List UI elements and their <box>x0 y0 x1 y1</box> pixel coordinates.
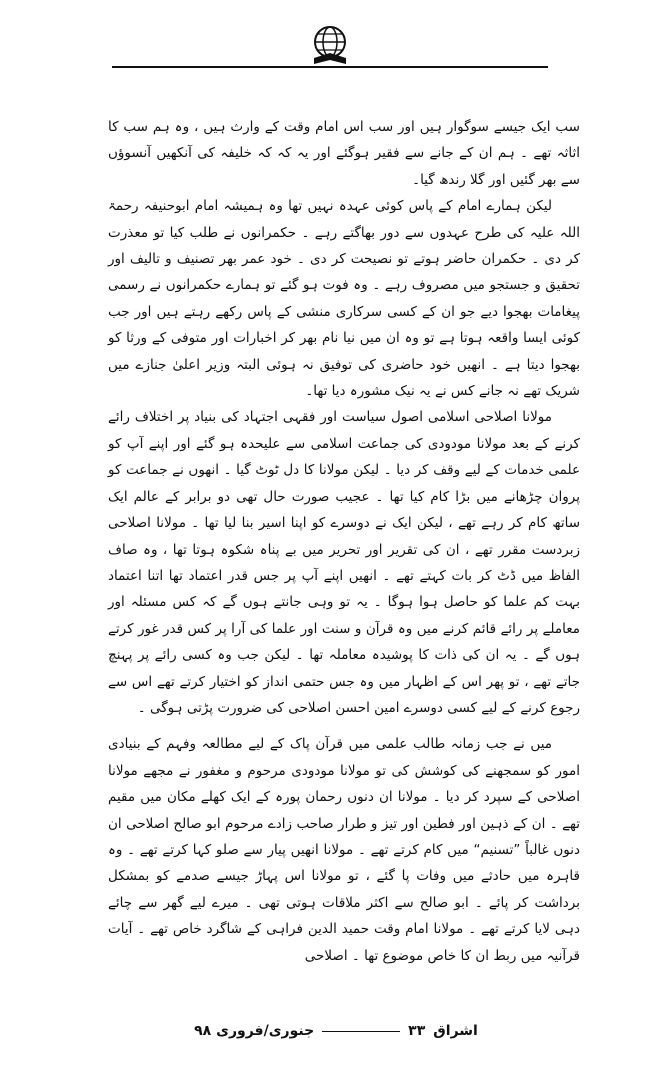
paragraph-4: میں نے جب زمانہ طالب علمی میں قرآن پاک کے لیے مطالعہ وفہم کے بنیادی امور کو سمجھنے کی کوشش کی تو مولانا مودودی مرحوم و مغفور نے مجھے مولانا اصلاحی کے سپرد کر دیا ۔ مولانا ان دنوں رحمان پورہ کے ایک کھلے مکان میں مقیم تھے ۔ ان کے ذہین اور فطین اور تیز و طرار صاحب زادے مرحوم ابو صالح اصلاحی ان دنوں غالباً ”تسنیم“ میں کام کرتے تھے ۔ مولانا انھیں پیار سے صلو کہا کرتے تھے ۔ وہ قاہرہ میں حادثے میں وفات پا گئے ، تو مولانا اس پہاڑ جیسے صدمے کو بمشکل برداشت کر پائے ۔ ابو صالح سے اکثر ملاقات ہوتی تھی ۔ میرے لیے گھر سے چائے دہی لایا کرتے تھے ۔ مولانا امام وقت حمید الدین فراہی کے شاگرد خاص تھے ۔ آیات قرآنیہ میں ربط ان کا خاص موضوع تھا ۔ اصلاحی <box>108 736 580 964</box>
article-body <box>108 114 580 969</box>
journal-name: اشراق <box>433 1023 478 1039</box>
globe-book-icon <box>309 24 351 66</box>
page-footer <box>150 1018 522 1044</box>
paragraph-3: مولانا اصلاحی اسلامی اصول سیاست اور فقہی اجتہاد کی بنیاد پر اختلاف رائے کرنے کے بعد مولانا مودودی کی جماعت اسلامی سے علیحدہ ہو گئے اور اپنے آپ کو علمی خدمات کے لیے وقف کر دیا ۔ لیکن مولانا کا دل ٹوٹ گیا ۔ انھوں نے جماعت کو پروان چڑھانے میں بڑا کام کیا تھا ۔ عجیب صورت حال تھی دو برابر کے عالم ایک ساتھ کام کر رہے تھے ، لیکن ایک نے دوسرے کو اپنا اسیر بنا لیا تھا ۔ مولانا اصلاحی زبردست مقرر تھے ، ان کی تقریر اور تحریر میں بے پناہ شکوہ ہوتا تھا ، وہ صاف الفاظ میں ڈٹ کر بات کہتے تھے ۔ انھیں اپنے آپ پر جس قدر اعتماد تھا اتنا اعتماد بہت کم علما کو حاصل ہوا ہوگا ۔ یہ تو وہی جانتے ہوں گے کہ کس مسئلہ اور معاملے پر رائے قائم کرنے میں وہ قرآن و سنت اور علما کی آرا پر کس قدر غور کرتے ہوں گے ۔ یہ ان کی ذات کا پوشیدہ معاملہ تھا ۔ لیکن جب وہ کسی رائے پر پہنچ جاتے تھے ، تو پھر اس کے اظہار میں وہ جس حتمی انداز کو اختیار کرتے تھے اس سے رجوع کرنے کے لیے کسی دوسرے امین احسن اصلاحی کی ضرورت پڑتی ہوگی ۔ <box>108 409 580 716</box>
paragraph-2: لیکن ہمارے امام کے پاس کوئی عہدہ نہیں تھا وہ ہمیشہ امام ابوحنیفہ رحمۃ اللہ علیہ کی طرح عہدوں سے دور بھاگتے رہے ۔ حکمرانوں نے طلب کیا تو معذرت کر دی ۔ حکمران حاضر ہوتے تو نصیحت کر دی ۔ خود عمر بھر تصنیف و تالیف اور تحقیق و جستجو میں مصروف رہے ۔ وہ فوت ہو گئے تو ہمارے حکمرانوں نے رسمی پیغامات بھجوا دیے جو ان کے کسی سرکاری منشی کے پاس رکھے رہتے ہیں اور جب کوئی ایسا واقعہ ہوتا ہے تو وہ ان میں نیا نام بھر کر اخبارات اور متوفی کے ورثا کو بھجوا دیتا ہے ۔ انھیں خود حاضری کی توفیق نہ ہوئی البتہ وزیر اعلیٰ جنازے میں شریک تھے نہ جانے کس نے یہ نیک مشورہ دیا تھا۔ <box>108 198 580 400</box>
footer-rule <box>322 1031 400 1032</box>
paragraph-1: سب ایک جیسے سوگوار ہیں اور سب اس امام وقت کے وارث ہیں ، وہ ہم سب کا اثاثہ تھے ۔ ہم ان کے جانے سے فقیر ہوگئے اور یہ کہ کہ خلیفہ کی آنکھیں آنسوؤں سے بھر گئیں اور گلا رندھ گیا۔ <box>108 119 580 188</box>
page-number: ۳۳ <box>408 1023 426 1039</box>
header-rule <box>112 66 548 68</box>
issue-date: جنوری/فروری ۹۸ <box>194 1023 315 1039</box>
